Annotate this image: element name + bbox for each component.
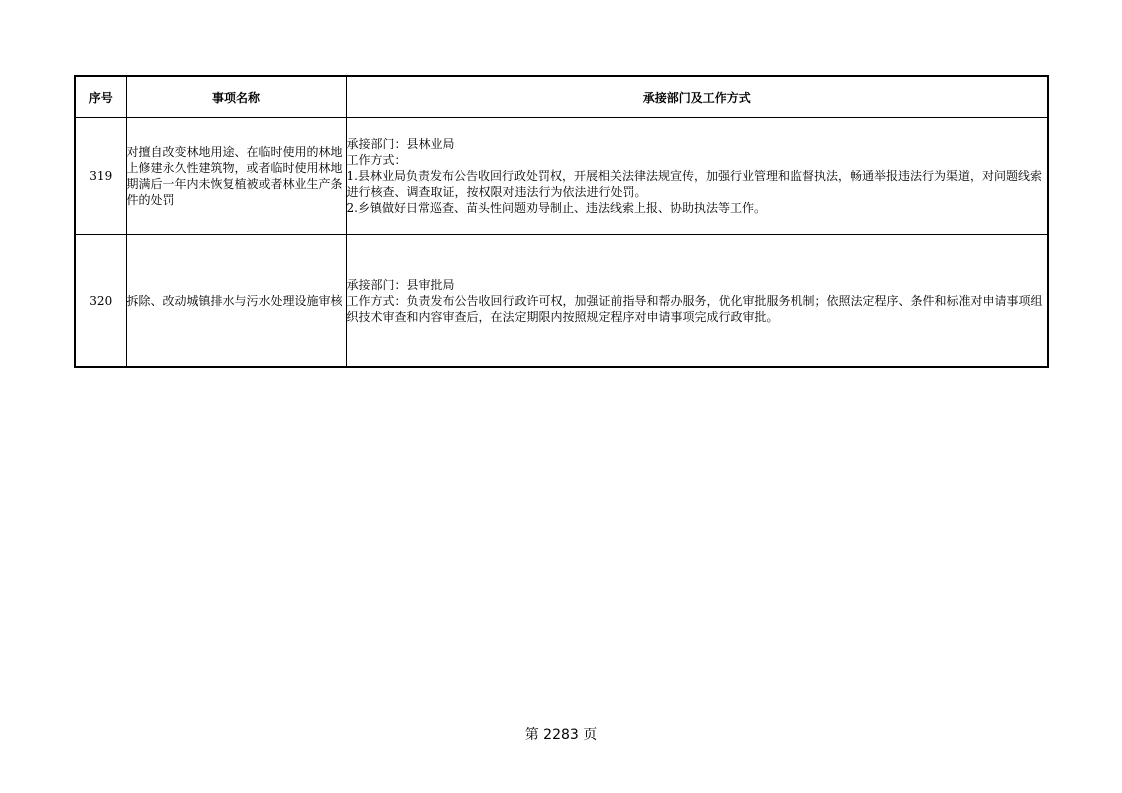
header-desc: 承接部门及工作方式: [346, 76, 1048, 118]
desc-line: 2.乡镇做好日常巡查、苗头性问题劝导制止、违法线索上报、协助执法等工作。: [346, 201, 766, 215]
page-number: 第 2283 页: [524, 727, 598, 743]
desc-line: 承接部门：县林业局: [346, 137, 455, 151]
row-num: 319: [75, 118, 126, 235]
desc-line: 工作方式：: [346, 153, 407, 167]
row-name: 对擅自改变林地用途、在临时使用的林地上修建永久性建筑物，或者临时使用林地期满后一年内未恢复植被或者林业生产条件的处罚: [126, 118, 346, 235]
desc-line: 工作方式：负责发布公告收回行政许可权，加强证前指导和帮办服务，优化审批服务机制；依照法定程序、条件和标准对申请事项组织技术审查和内容审查后，在法定期限内按照规定程序对申请事项完成行政审批。: [346, 293, 1043, 324]
row-desc: [346, 118, 1048, 235]
desc-line: 1.县林业局负责发布公告收回行政处罚权，开展相关法律法规宣传，加强行业管理和监督执法，畅通举报违法行为渠道，对问题线索进行核查、调查取证，按权限对违法行为依法进行处罚。: [346, 169, 1042, 199]
table-row: [75, 118, 1048, 235]
table-header-row: [75, 76, 1048, 118]
table-row: [75, 235, 1048, 368]
header-name: 事项名称: [126, 76, 346, 118]
row-name: 拆除、改动城镇排水与污水处理设施审核: [126, 235, 346, 368]
header-num: 序号: [75, 76, 126, 118]
row-desc: [346, 235, 1048, 368]
desc-line: 承接部门：县审批局: [346, 277, 455, 292]
row-num: 320: [75, 235, 126, 368]
items-table: [74, 75, 1049, 368]
